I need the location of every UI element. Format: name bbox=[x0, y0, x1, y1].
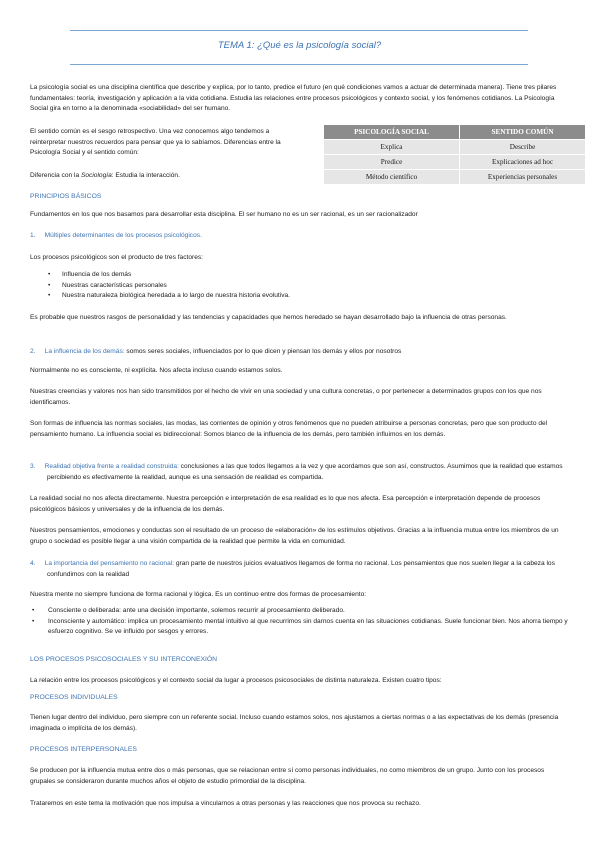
principio-1-after: Es probable que nuestros rasgos de personalidad y las tendencias y capacidades que hemos heredado se hayan desarrollado bajo la influencia de otras personas. bbox=[30, 314, 507, 321]
interpersonales-heading: PROCESOS INTERPERSONALES bbox=[30, 746, 137, 753]
intro-paragraph: La psicología social es una disciplina científica que describe y explica, por lo tanto, predice el futuro (en qué condiciones vamos a actuar de determinada manera). Tiene tres pilares fundamentales: teoría, investigación y aplicación a la vida cotidiana. Estudia las relaciones entre procesos psicológicos y contexto social, y los fenómenos cotidianos. La Psicología Social gira en torno a la denominada «sociabilidad» del ser humano. bbox=[30, 84, 557, 112]
list-item: • Inconsciente y automático: implica un procesamiento mental intuitivo al que recurrimos sin darnos cuenta en las situaciones cotidianas. Suele funcionar bien. Nos ahorra tiempo y esfuerzo cognitivo. Se ve influido por sesgos y errores. bbox=[30, 617, 570, 638]
top-rule bbox=[70, 30, 528, 31]
table-cell: Explica bbox=[324, 140, 460, 155]
principio-2-number: 2. bbox=[30, 348, 36, 355]
principio-2-para2: Nuestras creencias y valores nos han sido transmitidos por el hecho de vivir en una sociedad y una cultura concretas, o por pertenecer a determinados grupos con los que nos identificamos. bbox=[30, 388, 542, 406]
procesos-paragraph: La relación entre los procesos psicológicos y el contexto social da lugar a procesos psicosociales de distinta naturaleza. Existen cuatro tipos: bbox=[30, 677, 442, 684]
table-cell: Describe bbox=[460, 140, 585, 155]
individuales-paragraph: Tienen lugar dentro del individuo, pero siempre con un referente social. Incluso cuando estamos solos, nos ajustamos a ciertas normas o a las expectativas de los demás (presencia imaginada o implícita de los demás). bbox=[30, 714, 559, 732]
title-rule bbox=[70, 64, 528, 65]
list-item: • Influencia de los demás bbox=[48, 270, 290, 281]
procesos-heading: LOS PROCESOS PSICOSOCIALES Y SU INTERCONEXIÓN bbox=[30, 656, 218, 663]
principio-1-text: Los procesos psicológicos son el producto de tres factores: bbox=[30, 254, 203, 261]
interpersonales-paragraph-1: Se producen por la influencia mutua entre dos o más personas, que se relacionan entre sí como personas individuales, no como miembros de un grupo. Junto con los procesos grupales se consideraron durante muchos años el objeto de estudio primordial de la disciplina. bbox=[30, 767, 545, 785]
principio-1-heading bbox=[30, 231, 570, 242]
principio-4-number: 4. bbox=[30, 560, 36, 567]
procesamiento-list bbox=[30, 606, 570, 638]
principio-2-para1: Normalmente no es consciente, ni explícita. Nos afecta incluso cuando estamos solos. bbox=[30, 367, 283, 374]
factores-list bbox=[48, 270, 290, 302]
principio-4-heading bbox=[30, 559, 570, 580]
principio-4-rest: gran parte de nuestros juicios evaluativos llegamos de forma no racional. Los pensamientos que nos suelen llegar a la cabeza los confundimos con la realidad bbox=[47, 560, 555, 578]
principio-1-title: Múltiples determinantes de los procesos psicológicos. bbox=[44, 232, 202, 239]
comparison-table bbox=[324, 125, 585, 184]
principio-1-number: 1. bbox=[30, 232, 36, 239]
table-header-cell: PSICOLOGÍA SOCIAL bbox=[324, 125, 460, 140]
diferencia-suffix: : Estudia la interacción. bbox=[111, 172, 180, 179]
principio-3-para2: Nuestros pensamientos, emociones y conductas son el resultado de un proceso de «elaboración» de los estímulos objetivos. Gracias a la influencia mutua entre los miembros de un grupo o sociedad es posible llegar a una visión compartida de la realidad que permite la vida en comunidad. bbox=[30, 527, 559, 545]
principio-2-heading bbox=[30, 347, 570, 358]
principio-3-para1: La realidad social no nos afecta directamente. Nuestra percepción e interpretación de esa realidad es lo que nos afecta. Esa percepción e interpretación depende de procesos psicológicos básicos y universales y de la influencia de los demás. bbox=[30, 495, 541, 513]
table-cell: Explicaciones ad hoc bbox=[460, 155, 585, 170]
page-title: TEMA 1: ¿Qué es la psicología social? bbox=[217, 40, 382, 51]
individuales-heading: PROCESOS INDIVIDUALES bbox=[30, 694, 118, 701]
list-item: • Nuestras características personales bbox=[48, 281, 290, 292]
table-cell: Método científico bbox=[324, 170, 460, 185]
principio-3-heading bbox=[30, 462, 570, 483]
interpersonales-paragraph-2: Trataremos en este tema la motivación que nos impulsa a vincularnos a otras personas y las reacciones que nos provoca su rechazo. bbox=[30, 800, 421, 807]
principio-2-para3: Son formas de influencia las normas sociales, las modas, las corrientes de opinión y otros fenómenos que no pueden atribuirse a personas concretas, pero que son producto del pensamiento humano. La influencia social es bidireccional: Somos blanco de la influencia de los demás, pero también influimos en los demás. bbox=[30, 420, 548, 438]
principio-3-rest: conclusiones a las que todos llegamos a la vez y que acordamos que son así, constructos. Asumimos que la realidad que estamos percibiendo es efectivamente la realidad, aunque es una sensación de realidad es compartida. bbox=[47, 463, 563, 481]
diferencia-term: Sociología bbox=[80, 172, 112, 179]
table-cell: Experiencias personales bbox=[460, 170, 585, 185]
principio-3-number: 3. bbox=[30, 463, 36, 470]
table-row bbox=[324, 170, 585, 185]
principio-4-para1: Nuestra mente no siempre funciona de forma racional y lógica. Es un continuo entre dos formas de procesamiento: bbox=[30, 591, 367, 598]
principio-2-title: La influencia de los demás: bbox=[44, 348, 125, 355]
principios-paragraph: Fundamentos en los que nos basamos para desarrollar esta disciplina. El ser humano no es un ser racional, es un ser racionalizador bbox=[30, 211, 418, 218]
list-item: • Nuestra naturaleza biológica heredada a lo largo de nuestra historia evolutiva. bbox=[48, 291, 290, 302]
table-row bbox=[324, 155, 585, 170]
table-header-cell: SENTIDO COMÚN bbox=[460, 125, 585, 140]
diferencia-prefix: Diferencia con la bbox=[30, 172, 81, 179]
sentido-comun-paragraph: El sentido común es el sesgo retrospectivo. Una vez conocemos algo tendemos a reinterpretar nuestros recuerdos para pensar que ya lo sabíamos. Diferencias entre la Psicología Social y el sentido común: bbox=[30, 128, 281, 156]
table-cell: Predice bbox=[324, 155, 460, 170]
principios-heading: PRINCIPIOS BÁSICOS bbox=[30, 193, 102, 200]
list-item: • Consciente o deliberada: ante una decisión importante, solemos recurrir al procesamiento deliberado. bbox=[30, 606, 570, 617]
principio-4-title: La importancia del pensamiento no racional: bbox=[44, 560, 175, 567]
table-header-row bbox=[324, 125, 585, 140]
principio-3-title: Realidad objetiva frente a realidad construida: bbox=[44, 463, 179, 470]
table-row bbox=[324, 140, 585, 155]
principio-2-rest: somos seres sociales, influenciados por lo que dicen y piensan los demás y ellos por nosotros bbox=[124, 348, 402, 355]
